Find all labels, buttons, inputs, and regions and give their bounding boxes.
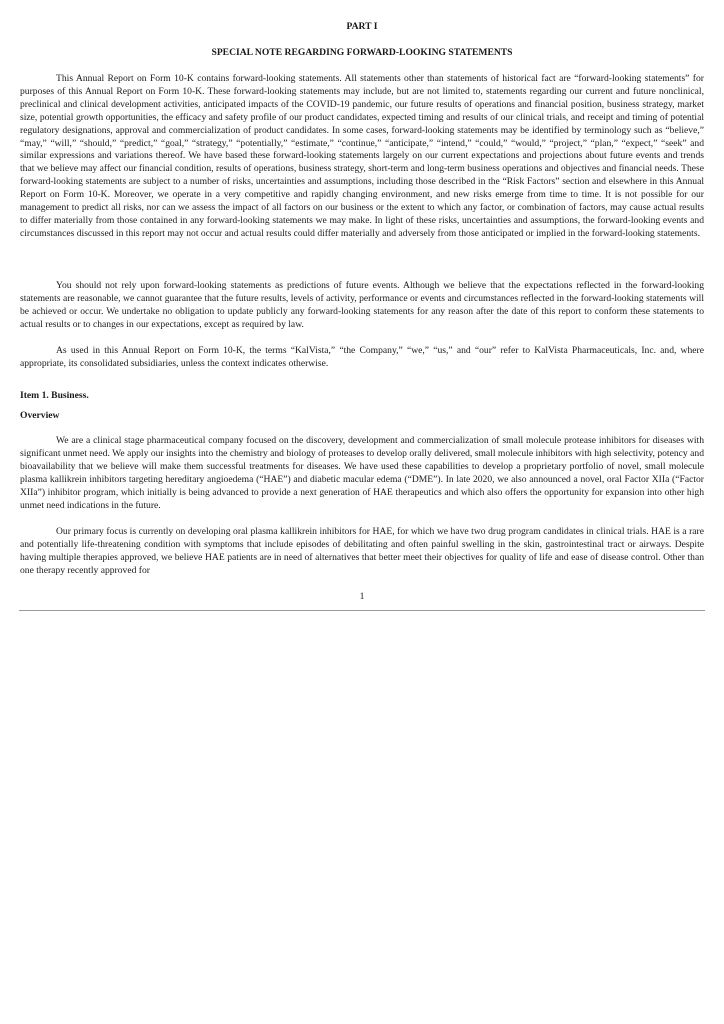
paragraph-text: This Annual Report on Form 10-K contains forward-looking statements. All statements other than statements of historical fact are “forward-looking statements” for purposes of this Annual Report on Form 10-K. These forward-looking statements may include, but are not limited to, statements regarding our current and future nonclinical, preclinical and clinical development activities, anticipated impacts of the COVID-19 pandemic, our future results of operations and financial position, business strategy, market size, potential growth opportunities, the efficacy and safety profile of our product candidates, expected timing and results of our clinical trials, and receipt and timing of potential regulatory designations, approval and commercialization of product candidates. In some cases, forward-looking statements may be identified by terminology such as “believe,” “may,” “will,” “should,” “predict,” “goal,” “strategy,” “potentially,” “estimate,” “continue,” “anticipate,” “intend,” “could,” “would,” “project,” “plan,” “expect,” “seek” and similar expressions and variations thereof. We have based these forward-looking statements largely on our current expectations and projections about future events and trends that we believe may affect our financial condition, results of operations, business strategy, short-term and long-term business operations and objectives and financial needs. These forward-looking statements are subject to a number of risks, uncertainties and assumptions, including those described in the “Risk Factors” section and elsewhere in this Annual Report on Form 10-K. Moreover, we operate in a very competitive and rapidly changing environment, and new risks emerge from time to time. It is not possible for our management to predict all risks, nor can we assess the impact of all factors on our business or the extent to which any factor, or combination of factors, may cause actual results to differ materially from those contained in any forward-looking statements we may make. In light of these risks, uncertainties and assumptions, the forward-looking events and circumstances discussed in this report may not occur and actual results could differ materially and adversely from those anticipated or implied in the forward-looking statements. [20,73,704,239]
paragraph-text: We are a clinical stage pharmaceutical company focused on the discovery, development and commercialization of small molecule protease inhibitors for diseases with significant unmet need. We apply our insights into the chemistry and biology of proteases to develop orally delivered, small molecule inhibitors with high selectivity, potency and bioavailability that we believe will make them successful treatments for diseases. We have used these capabilities to develop a proprietary portfolio of novel, small molecule plasma kallikrein inhibitors targeting hereditary angioedema (“HAE”) and diabetic macular edema (“DME”). In late 2020, we also announced a novel, oral Factor XIIa (“Factor XIIa”) inhibitor program, which initially is being advanced to provide a next generation of HAE therapeutics and which also offers the opportunity for expansion into other high unmet need indications in the future. [20,435,704,511]
section-title: SPECIAL NOTE REGARDING FORWARD-LOOKING STATEMENTS [211,47,513,58]
part-title: PART I [346,21,378,32]
overview-heading: Overview [20,410,60,421]
page-divider [19,610,705,611]
page-number: 1 [359,591,365,602]
paragraph-text: As used in this Annual Report on Form 10-K, the terms “KalVista,” “the Company,” “we,” “us,” and “our” refer to KalVista Pharmaceuticals, Inc. and, where appropriate, its consolidated subsidiaries, unless the context indicates otherwise. [20,345,704,369]
paragraph-text: Our primary focus is currently on developing oral plasma kallikrein inhibitors for HAE, for which we have two drug program candidates in clinical trials. HAE is a rare and potentially life-threatening condition with symptoms that include episodes of debilitating and often painful swelling in the skin, gastrointestinal tract or airways. Despite having multiple therapies approved, we believe HAE patients are in need of alternatives that better meet their objectives for quality of life and ease of disease control. Other than one therapy recently approved for [20,526,704,576]
paragraph-primary-focus [20,526,704,578]
paragraph-forward-looking [20,73,704,241]
paragraph-definitions [20,345,704,371]
paragraph-reliance [20,280,704,332]
paragraph-text: You should not rely upon forward-looking statements as predictions of future events. Although we believe that the expectations reflected in the forward-looking statements are reasonable, we cannot guarantee that the future results, levels of activity, performance or events and circumstances reflected in the forward-looking statements will be achieved or occur. We undertake no obligation to update publicly any forward-looking statements for any reason after the date of this report to conform these statements to actual results or to changes in our expectations, except as required by law. [20,280,704,330]
paragraph-overview [20,435,704,512]
item-heading: Item 1. Business. [20,390,89,401]
